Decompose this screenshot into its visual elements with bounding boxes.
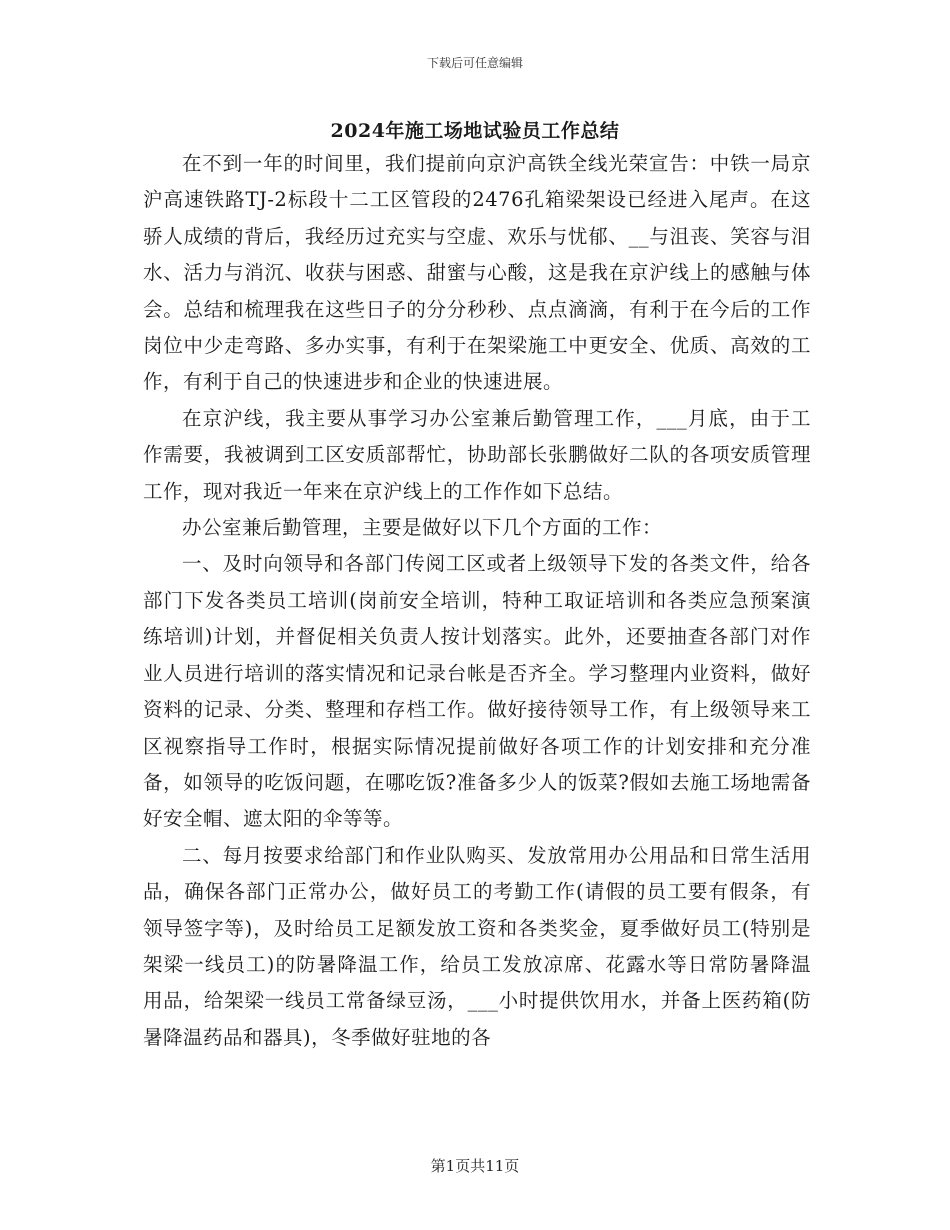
page-number: 第1页共11页 xyxy=(430,1157,520,1175)
document-body xyxy=(143,146,811,1056)
paragraph: 在不到一年的时间里，我们提前向京沪高铁全线光荣宣告：中铁一局京沪高速铁路TJ-2标段十二工区管段的2476孔箱梁架设已经进入尾声。在这骄人成绩的背后，我经历过充实与空虚、欢乐与忧郁、__与沮丧、笑容与泪水、活力与消沉、收获与困惑、甜蜜与心酸，这是我在京沪线上的感触与体会。总结和梳理我在这些日子的分分秒秒、点点滴滴，有利于在今后的工作岗位中少走弯路、多办实事，有利于在架梁施工中更安全、优质、高效的工作，有利于自己的快速进步和企业的快速进展。 xyxy=(143,152,811,394)
paragraph: 办公室兼后勤管理，主要是做好以下几个方面的工作： xyxy=(182,516,663,540)
paragraph: 二、每月按要求给部门和作业队购买、发放常用办公用品和日常生活用品，确保各部门正常办公，做好员工的考勤工作(请假的员工要有假条，有领导签字等)，及时给员工足额发放工资和各类奖金，夏季做好员工(特别是架梁一线员工)的防暑降温工作，给员工发放凉席、花露水等日常防暑降温用品，给架梁一线员工常备绿豆汤，___小时提供饮用水，并备上医药箱(防暑降温药品和器具)，冬季做好驻地的各 xyxy=(143,843,811,1049)
paragraph: 一、及时向领导和各部门传阅工区或者上级领导下发的各类文件，给各部门下发各类员工培训(岗前安全培训，特种工取证培训和各类应急预案演练培训)计划，并督促相关负责人按计划落实。此外，还要抽查各部门对作业人员进行培训的落实情况和记录台帐是否齐全。学习整理内业资料，做好资料的记录、分类、整理和存档工作。做好接待领导工作，有上级领导来工区视察指导工作时，根据实际情况提前做好各项工作的计划安排和充分准备，如领导的吃饭问题，在哪吃饭?准备多少人的饭菜?假如去施工场地需备好安全帽、遮太阳的伞等等。 xyxy=(143,552,811,831)
header-note: 下载后可任意编辑 xyxy=(426,56,523,70)
paragraph: 在京沪线，我主要从事学习办公室兼后勤管理工作，___月底，由于工作需要，我被调到工区安质部帮忙，协助部长张鹏做好二队的各项安质管理工作，现对我近一年来在京沪线上的工作作如下总结。 xyxy=(143,406,811,503)
document-title: 2024年施工场地试验员工作总结 xyxy=(330,120,620,142)
